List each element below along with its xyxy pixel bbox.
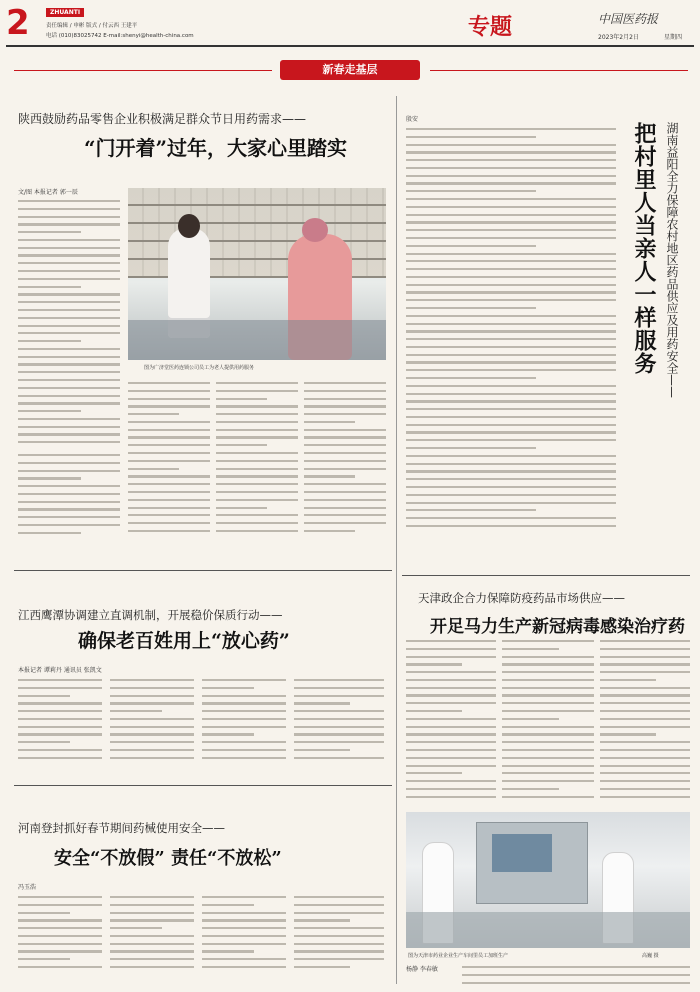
article5-headline: 开足马力生产新冠病毒感染治疗药: [430, 617, 685, 637]
article3-byline: 冯玉浩: [18, 884, 37, 891]
article1: [14, 92, 388, 567]
article1-photo-caption: 图为广济堂医药连锁公司员工为老人提供用药服务: [144, 365, 255, 371]
factory-photo: [406, 812, 690, 948]
masthead-rule: [6, 45, 694, 47]
counter-block: [128, 320, 386, 360]
issue-weekday: 星期四: [664, 34, 683, 41]
section-en-tag: ZHUANTI: [46, 8, 84, 17]
article1-body-col1: [18, 200, 120, 450]
article5-body-col3: [600, 640, 690, 810]
article1-byline: 文/图 本报记者 郭一辰: [18, 189, 78, 196]
paper-logo: [598, 10, 658, 27]
banner-rule-right: [430, 70, 688, 71]
paper-logo-text: 中国医药报: [598, 12, 659, 26]
pharmacist-head: [178, 214, 200, 238]
article6: [402, 962, 694, 992]
article5: [402, 582, 694, 992]
article3-body-col3: [202, 896, 286, 984]
article5-body-col1: [406, 640, 496, 810]
article1-body-col4: [304, 382, 386, 542]
article1-body-col2: [128, 382, 210, 542]
spring-banner: [280, 60, 420, 80]
article1-body-col1b: [18, 454, 120, 546]
section-title: 专题: [468, 15, 513, 40]
article3-body-col1: [18, 896, 102, 984]
mid-rule-right: [402, 575, 690, 576]
article2-headline: 确保老百姓用上“放心药”: [78, 630, 290, 652]
article3: [14, 790, 388, 990]
article4-body-col1: [406, 128, 616, 548]
masthead: [0, 0, 700, 50]
article1-body-col3: [216, 382, 298, 542]
article5-photo-caption: 图为天津市药业企业生产车间里员工加班生产: [408, 953, 509, 959]
article5-body-col2: [502, 640, 594, 810]
article2-body-col4: [294, 679, 384, 773]
article4-kicker: 湖南益阳全力保障农村地区药品供应及用药安全——: [665, 122, 679, 398]
article3-kicker: 河南登封抓好春节期间药械使用安全——: [18, 821, 225, 835]
article3-body-col4: [294, 896, 384, 984]
article1-headline: “门开着”过年，大家心里踏实: [84, 136, 348, 160]
pharmacy-photo: [128, 188, 386, 360]
editors-line: 责任编辑 / 申彬 版式 / 付云西 王建平: [46, 23, 138, 29]
issue-date: 2023年2月2日: [598, 34, 639, 41]
column-divider: [396, 96, 397, 984]
article2-byline: 本报记者 谭莉丹 通讯员 张凯文: [18, 667, 102, 674]
article2-kicker: 江西鹰潭协调建立直调机制，开展稳价保质行动——: [18, 608, 283, 622]
contact-line: 电话 (010)83025742 E-mail:shenyi@health-china.com: [46, 33, 194, 39]
article4-byline: 殷安: [406, 116, 419, 123]
conveyor-line: [406, 912, 690, 948]
article3-headline: 安全“不放假” 责任“不放松”: [54, 848, 282, 869]
article6-body: [462, 966, 690, 990]
article2-body-col1: [18, 679, 102, 773]
spring-banner-text: 新春走基层: [322, 63, 378, 76]
machine-screen: [492, 834, 552, 872]
customer-head: [302, 218, 328, 242]
article6-byline: 杨静 李春敏: [406, 966, 438, 973]
article5-kicker: 天津政企合力保障防疫药品市场供应——: [418, 591, 625, 605]
mid-rule-left: [14, 570, 392, 571]
article1-kicker: 陕西鼓励药品零售企业积极满足群众节日用药需求——: [18, 112, 307, 126]
article2-body-col2: [110, 679, 194, 773]
banner-rule-left: [14, 70, 272, 71]
article5-photo-credit: 高巍 摄: [642, 953, 659, 959]
page-number: 2: [6, 3, 30, 43]
article2-body-col3: [202, 679, 286, 773]
article3-body-col2: [110, 896, 194, 984]
article4-headline: 把村里人当亲人一样服务: [631, 122, 657, 375]
lower-rule-left: [14, 785, 392, 786]
article2: [14, 585, 388, 775]
article4: [402, 92, 694, 562]
